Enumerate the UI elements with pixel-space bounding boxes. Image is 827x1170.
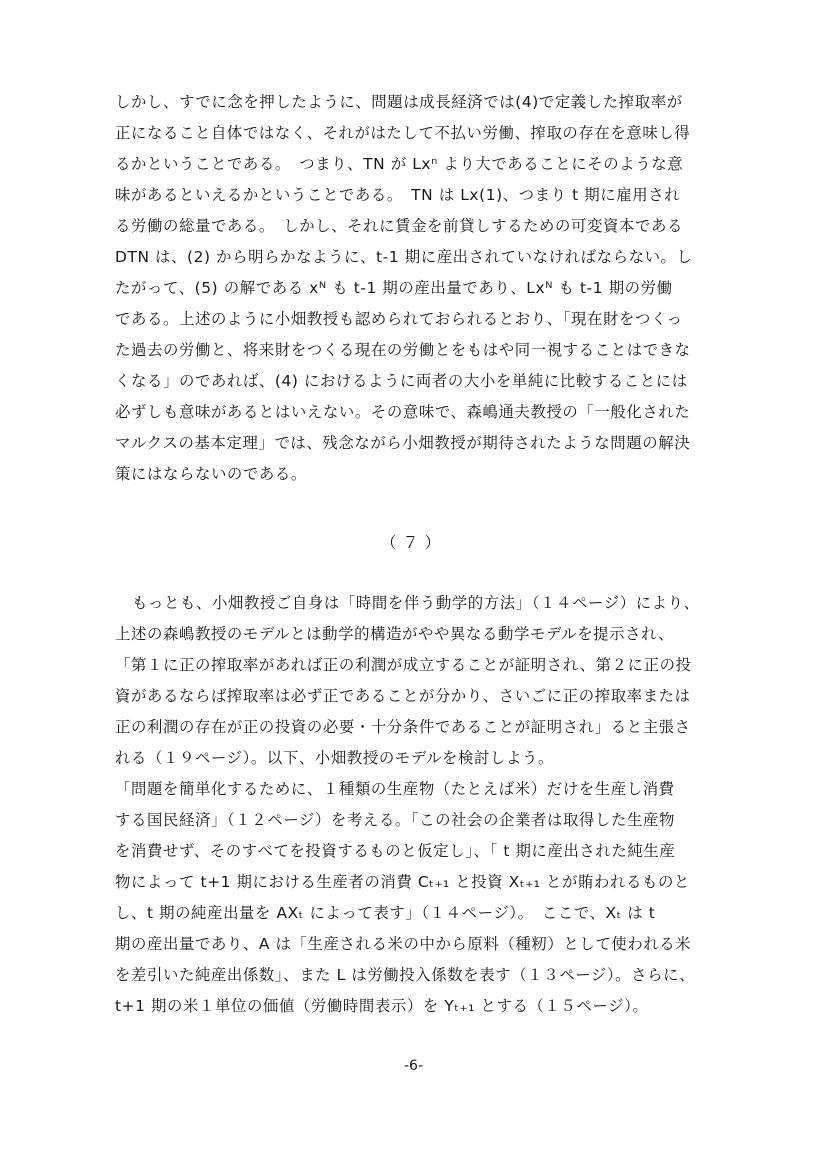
text-line: 「第１に正の搾取率があれば正の利潤が成立することが証明され、第２に正の投 [115, 656, 692, 674]
section-heading: （７） [380, 533, 447, 552]
page-number: -6- [403, 1058, 423, 1074]
text-line: たがって、(5) の解である xᴺ も t-1 期の産出量であり、Lxᴺ も t-1 期の労働 [115, 279, 673, 297]
text-line: する国民経済」（１２ページ）を考える。「この社会の企業者は取得した生産物 [115, 811, 675, 829]
text-line: もっとも、小畑教授ご自身は「時間を伴う動学的方法」（１４ページ）により、 [132, 594, 700, 612]
text-line: 「問題を簡単化するために、１種類の生産物（たとえば米）だけを生産し消費 [115, 780, 675, 798]
text-line: た過去の労働と、将来財をつくる現在の労働とをもはや同一視することはできな [115, 341, 691, 359]
text-line: くなる」のであれば、(4) におけるように両者の大小を単純に比較することには [115, 372, 688, 390]
text-line: である。上述のように小畑教授も認められておられるとおり、「現在財をつくっ [115, 310, 683, 328]
text-line: 期の産出量であり、A は「生産される米の中から原料（種籾）として使われる米 [115, 935, 692, 953]
text-line: 味があるといえるかということである。 TN は Lx(1)、つまり t 期に雇用され [115, 186, 681, 204]
text-line: れる（１９ページ）。以下、小畑教授のモデルを検討しよう。 [115, 749, 554, 767]
text-line: 上述の森嶋教授のモデルとは動学的構造がやや異なる動学モデルを提示され、 [115, 625, 675, 643]
text-line: t+1 期の米１単位の価値（労働時間表示）を Yₜ₊₁ とする（１５ページ）。 [115, 997, 649, 1015]
text-line: 資があるならば搾取率は必ず正であることが分かり、さいごに正の搾取率または [115, 687, 691, 705]
text-line: 正になること自体ではなく、それがはたして不払い労働、搾取の存在を意味し得 [115, 124, 691, 142]
text-line: 物によって t+1 期における生産者の消費 Cₜ₊₁ と投資 Xₜ₊₁ とが賄われるものと [115, 873, 690, 891]
text-line: DTN は、(2) から明らかなように、t-1 期に産出されていなければならない。し [115, 248, 693, 266]
text-line: 正の利潤の存在が正の投資の必要・十分条件であることが証明され」ると主張さ [115, 718, 691, 736]
text-line: を差引いた純産出係数」、また L は労働投入係数を表す（１３ページ）。さらに、 [115, 966, 696, 984]
text-line: し、t 期の純産出量を AXₜ によって表す」（１４ページ）。 ここで、Xₜ は t [115, 904, 656, 922]
text-line: 策にはならないのである。 [115, 465, 307, 483]
text-line: 必ずしも意味があるとはいえない。その意味で、森嶋通夫教授の「一般化された [115, 403, 691, 421]
text-line: しかし、すでに念を押したように、問題は成長経済では(4)で定義した搾取率が [115, 93, 683, 111]
text-line: るかということである。 つまり、TN が Lxⁿ より大であることにそのような意 [115, 155, 684, 173]
text-line: マルクスの基本定理」では、残念ながら小畑教授が期待されたような問題の解決 [115, 434, 691, 452]
text-line: を消費せず、そのすべてを投資するものと仮定し」、「 t 期に産出された純生産 [115, 842, 676, 860]
text-line: る労働の総量である。 しかし、それに賃金を前貸しするための可変資本である [115, 217, 683, 235]
